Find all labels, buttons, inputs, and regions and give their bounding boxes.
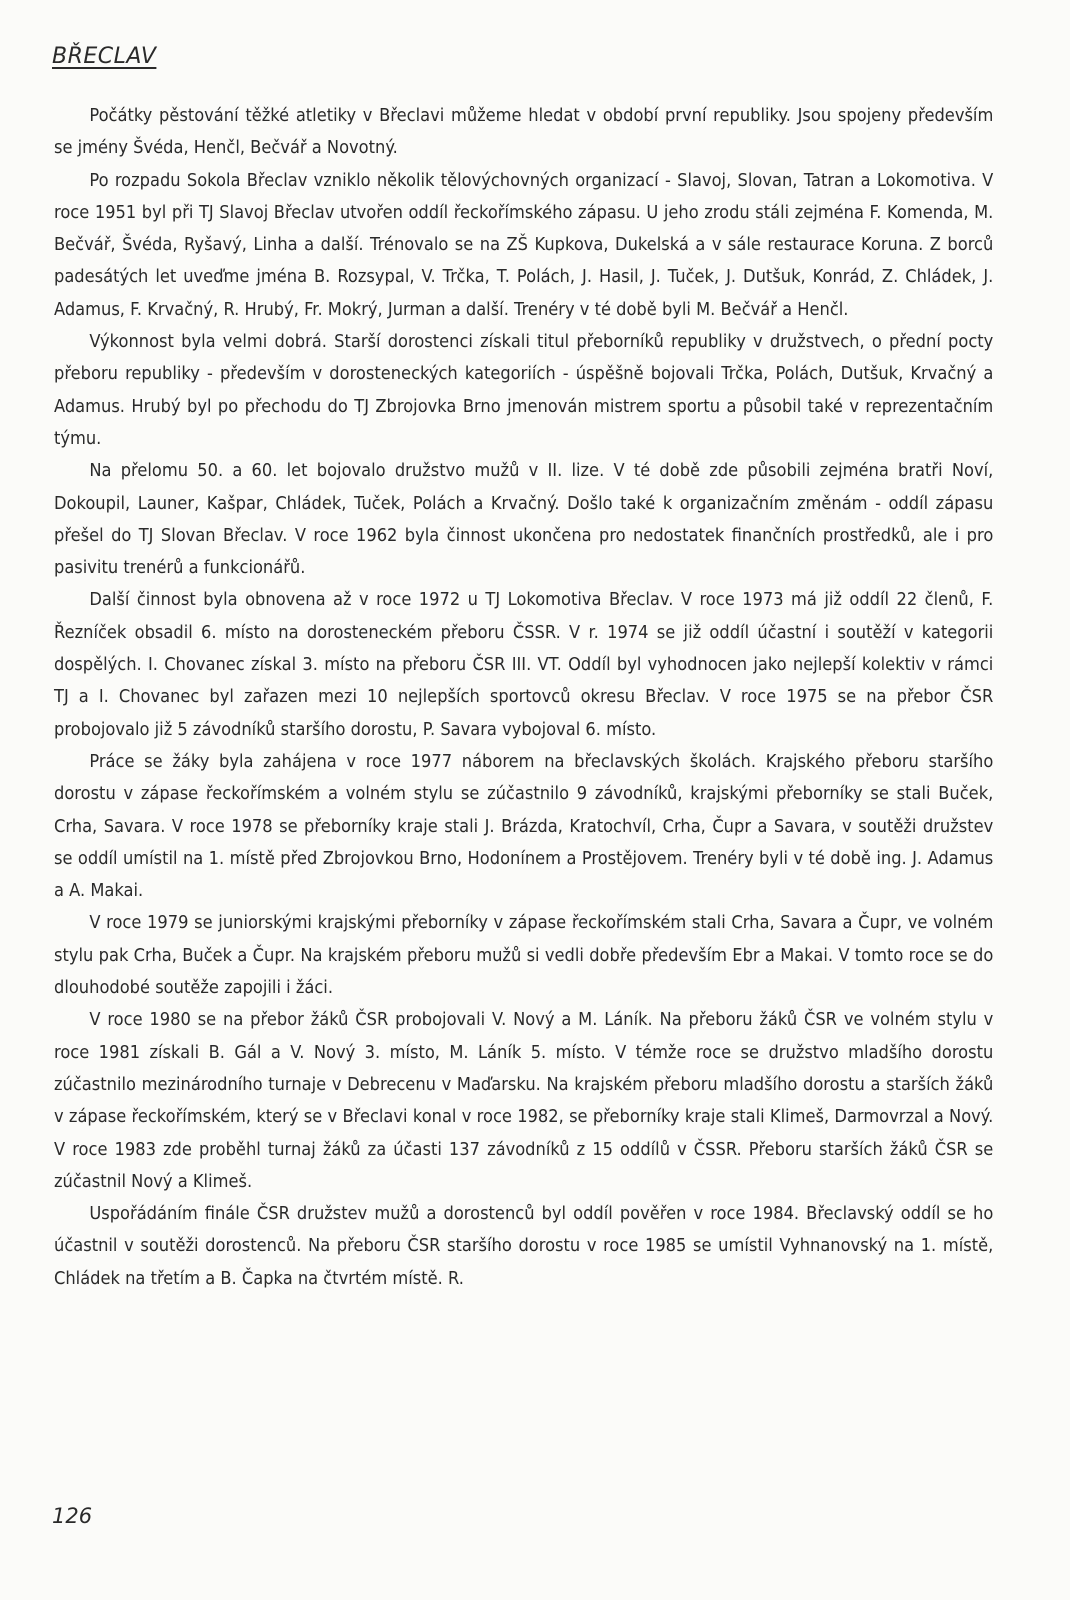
paragraph: V roce 1980 se na přebor žáků ČSR probojovali V. Nový a M. Láník. Na přeboru žáků ČSR ve volném stylu v roce 1981 získali B. Gál a V. Nový 3. místo, M. Láník 5. místo. V témže roce se družstvo mladšího dorostu zúčastnilo mezinárodního turnaje v Debrecenu v Maďarsku. Na krajském přeboru mladšího dorostu a starších žáků v zápase řeckořímském, který se v Břeclavi konal v roce 1982, se přeborníky kraje stali Klimeš, Darmovrzal a Nový. V roce 1983 zde proběhl turnaj žáků za účasti 137 závodníků z 15 oddílů v ČSSR. Přeboru starších žáků ČSR se zúčastnil Nový a Klimeš.: [54, 1010, 994, 1192]
paragraph: Výkonnost byla velmi dobrá. Starší dorostenci získali titul přeborníků republiky v družstvech, o přední pocty přeboru republiky - především v dorosteneckých kategoriích - úspěšně bojovali Trčka, Polách, Dutšuk, Krvačný a Adamus. Hrubý byl po přechodu do TJ Zbrojovka Brno jmenován mistrem sportu a působil také v reprezentačním týmu.: [54, 332, 994, 449]
paragraph: Další činnost byla obnovena až v roce 1972 u TJ Lokomotiva Břeclav. V roce 1973 má již oddíl 22 členů, F. Řezníček obsadil 6. místo na dorosteneckém přeboru ČSSR. V r. 1974 se již oddíl účastní i soutěží v kategorii dospělých. I. Chovanec získal 3. místo na přeboru ČSR III. VT. Oddíl byl vyhodnocen jako nejlepší kolektiv v rámci TJ a I. Chovanec byl zařazen mezi 10 nejlepších sportovců okresu Břeclav. V roce 1975 se na přebor ČSR probojovalo již 5 závodníků staršího dorostu, P. Savara vybojoval 6. místo.: [54, 590, 994, 740]
body-text: [54, 100, 993, 1295]
page-number: 126: [52, 1504, 93, 1528]
paragraph: V roce 1979 se juniorskými krajskými přeborníky v zápase řeckořímském stali Crha, Savara a Čupr, ve volném stylu pak Crha, Buček a Čupr. Na krajském přeboru mužů si vedli dobře především Ebr a Makai. V tomto roce se do dlouhodobé soutěže zapojili i žáci.: [54, 913, 994, 999]
paragraph: Práce se žáky byla zahájena v roce 1977 náborem na břeclavských školách. Krajského přeboru staršího dorostu v zápase řeckořímském a volném stylu se zúčastnilo 9 závodníků, krajskými přeborníky se stali Buček, Crha, Savara. V roce 1978 se přeborníky kraje stali J. Brázda, Kratochvíl, Crha, Čupr a Savara, v soutěži družstev se oddíl umístil na 1. místě před Zbrojovkou Brno, Hodonínem a Prostějovem. Trenéry byli v té době ing. J. Adamus a A. Makai.: [54, 751, 994, 902]
paragraph: Na přelomu 50. a 60. let bojovalo družstvo mužů v II. lize. V té době zde působili zejména bratři Noví, Dokoupil, Launer, Kašpar, Chládek, Tuček, Polách a Krvačný. Došlo také k organizačním změnám - oddíl zápasu přešel do TJ Slovan Břeclav. V roce 1962 byla činnost ukončena pro nedostatek finančních prostředků, ale i pro pasivitu trenérů a funkcionářů.: [54, 461, 994, 579]
paragraph: Počátky pěstování těžké atletiky v Břeclavi můžeme hledat v období první republiky. Jsou spojeny především se jmény Švéda, Henčl, Bečvář a Novotný.: [54, 106, 994, 159]
paragraph: Po rozpadu Sokola Břeclav vzniklo několik tělovýchovných organizací - Slavoj, Slovan, Tatran a Lokomotiva. V roce 1951 byl při TJ Slavoj Břeclav utvořen oddíl řeckořímského zápasu. U jeho zrodu stáli zejména F. Komenda, M. Bečvář, Švéda, Ryšavý, Linha a další. Trénovalo se na ZŠ Kupkova, Dukelská a v sále restaurace Koruna. Z borců padesátých let uveďme jména B. Rozsypal, V. Trčka, T. Polách, J. Hasil, J. Tuček, J. Dutšuk, Konrád, Z. Chládek, J. Adamus, F. Krvačný, R. Hrubý, Fr. Mokrý, Jurman a další. Trenéry v té době byli M. Bečvář a Henčl.: [54, 170, 994, 320]
paragraph: Uspořádáním finále ČSR družstev mužů a dorostenců byl oddíl pověřen v roce 1984. Břeclavský oddíl se ho účastnil v soutěži dorostenců. Na přeboru ČSR staršího dorostu v roce 1985 se umístil Vyhnanovský na 1. místě, Chládek na třetím a B. Čapka na čtvrtém místě. R.: [54, 1204, 994, 1289]
chapter-heading: BŘECLAV: [52, 44, 157, 69]
